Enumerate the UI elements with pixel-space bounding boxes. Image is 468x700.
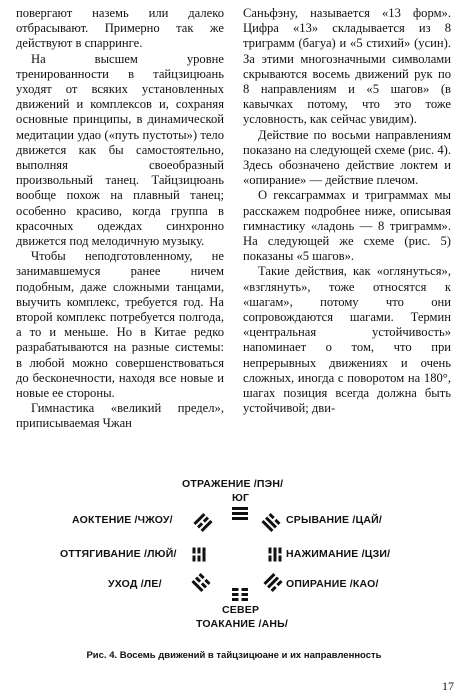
label-south: ЮГ bbox=[232, 492, 250, 504]
paragraph: Саньфэну, называется «13 форм». Цифра «13» складывается из 8 триграмм (багуа) и «5 стихий» (усин). За этими многозначными символами скрываются восемь движений рук по 8 направлениям и «5 шагов» (в кавычках потому, что это тоже условность, как сейчас увидим). bbox=[243, 6, 451, 127]
trigram-upper-right bbox=[260, 512, 282, 534]
trigram-lower-right bbox=[262, 572, 284, 594]
paragraph: О гексаграммах и триграммах мы расскажем подробнее ниже, описывая гимнастику «ладонь — 8 триграмм». На следующей же схеме (рис. 5) показаны «5 шагов». bbox=[243, 188, 451, 264]
trigram-left bbox=[191, 548, 208, 562]
trigram-right bbox=[267, 548, 284, 562]
trigram-lower-left bbox=[190, 572, 212, 594]
trigram-upper-left bbox=[192, 512, 214, 534]
trigram-top bbox=[232, 505, 248, 522]
paragraph: Действие по восьми направлениям показано на следующей схеме (рис. 4). Здесь обозначено действие локтем и «опирание» — действие плечом. bbox=[243, 127, 451, 188]
eight-directions-diagram bbox=[60, 472, 420, 644]
paragraph: Чтобы неподготовленному, не занимавшемуся ранее ничем подобным, даже сложными танцами, выучить комплекс, требуется год. На второй комплекс потребуется полгода, а то и меньше. Но в Китае редко разрабатываются на разные системы: в любой можно совершенствоваться до бесконечности, находя все новые и новые ее стороны. bbox=[16, 249, 224, 401]
paragraph: повергают наземь или далеко отбрасывают. Примерно так же действуют в спарринге. bbox=[16, 6, 224, 51]
label-upper-left: АОКТЕНИЕ /ЧЖОУ/ bbox=[72, 514, 173, 526]
page-number: 17 bbox=[442, 679, 454, 693]
paragraph: На высшем уровне тренированности в тайцзицюань уходят от всяких установленных движений и комплексов и, сохраняя основные принципы, в динамической медитации удао («путь пустоты») тело движется как бы самостоятельно, выполняя своеобразный произвольный танец. Тайцзицюань вообще похож на плавный танец; особенно красиво, когда группа в красочных одеждах синхронно движется под мелодичную музыку. bbox=[16, 51, 224, 249]
paragraph: Гимнастика «великий предел», приписываемая Чжан bbox=[16, 401, 224, 431]
label-bottom: ТОАКАНИЕ /АНЬ/ bbox=[196, 618, 289, 630]
trigram-bottom bbox=[232, 586, 248, 603]
left-text-column bbox=[16, 6, 224, 432]
label-upper-right: СРЫВАНИЕ /ЦАЙ/ bbox=[286, 514, 382, 526]
label-lower-right: ОПИРАНИЕ /КАО/ bbox=[286, 578, 379, 590]
label-top: ОТРАЖЕНИЕ /ПЭН/ bbox=[182, 478, 284, 490]
label-lower-left: УХОД /ЛЕ/ bbox=[108, 578, 162, 590]
right-text-column bbox=[243, 6, 451, 416]
figure-caption: Рис. 4. Восемь движений в тайцзицюане и их направленность bbox=[86, 650, 382, 661]
label-left: ОТТЯГИВАНИЕ /ЛЮЙ/ bbox=[60, 548, 177, 560]
label-right: НАЖИМАНИЕ /ЦЗИ/ bbox=[286, 548, 391, 560]
paragraph: Такие действия, как «оглянуться», «взглянуть», тоже относятся к «шагам», потому что они сопровождаются шагами. Термин «центральная устойчивость» напоминает о том, что при непрерывных движениях и очень сложных, иногда с поворотом на 180°, шагах позиция всегда должна быть устойчивой; дви- bbox=[243, 264, 451, 416]
label-north: СЕВЕР bbox=[222, 604, 260, 616]
